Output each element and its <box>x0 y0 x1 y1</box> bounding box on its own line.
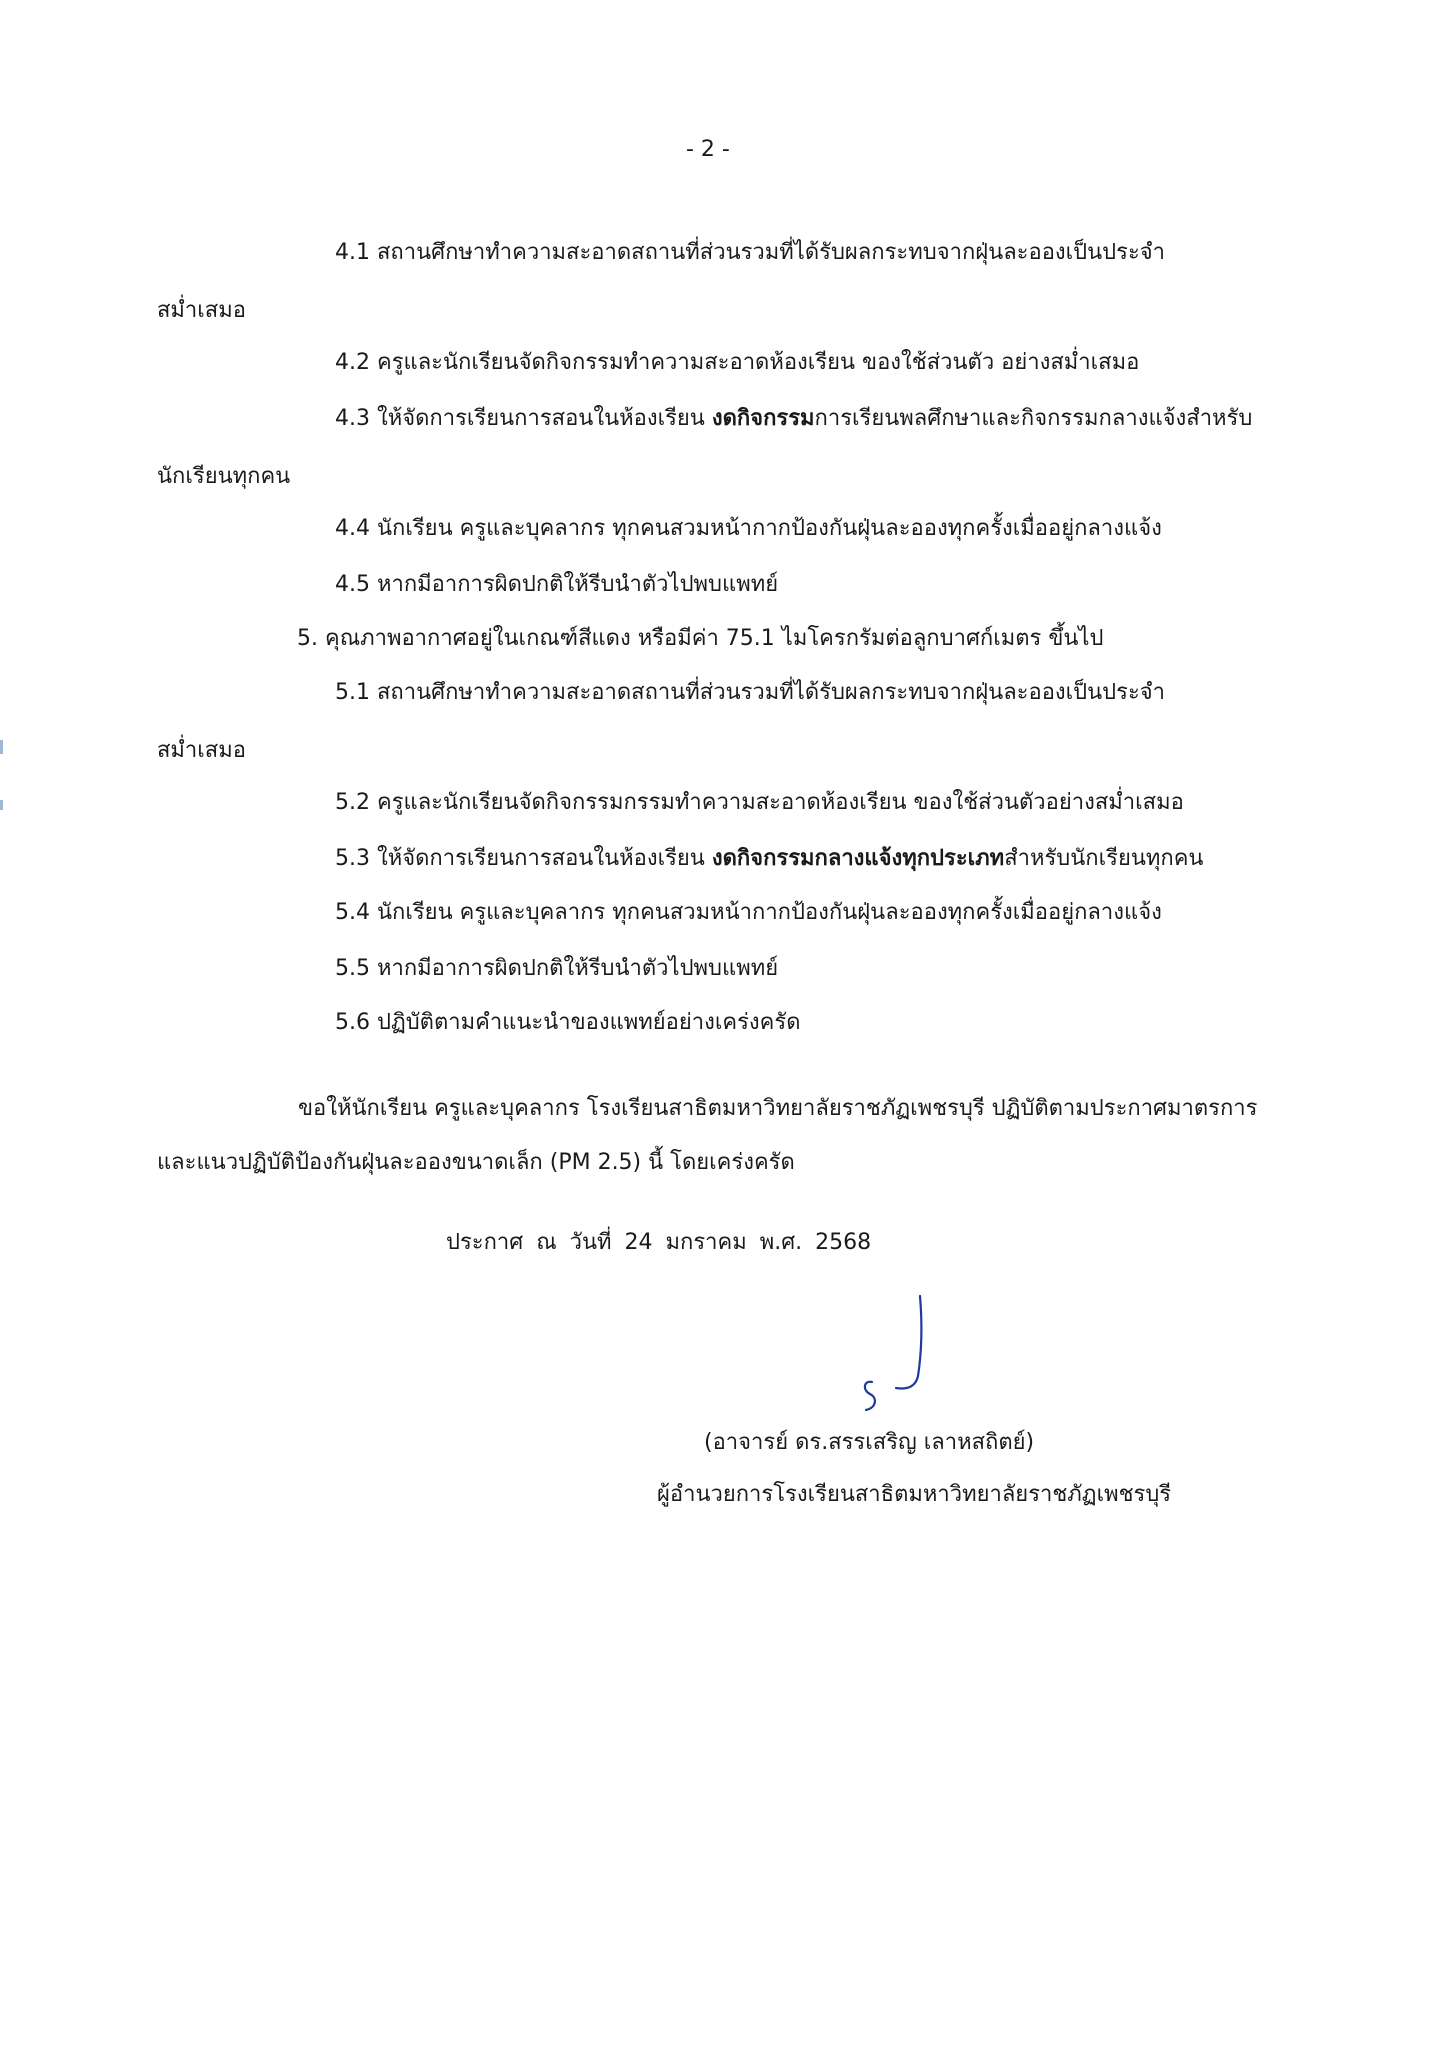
page-number: - 2 - <box>686 137 730 162</box>
item-5-3-text-c: สำหรับนักเรียนทุกคน <box>1004 846 1204 871</box>
item-5-4: 5.4 นักเรียน ครูและบุคลากร ทุกคนสวมหน้ากากป้องกันฝุ่นละอองทุกครั้งเมื่ออยู่กลางแจ้ง <box>335 900 1162 925</box>
item-4-3-bold: งดกิจกรรม <box>711 406 815 431</box>
signatory-name: (อาจารย์ ดร.สรรเสริญ เลาหสถิตย์) <box>704 1430 1035 1455</box>
item-5-3 <box>335 844 1203 874</box>
item-4-4: 4.4 นักเรียน ครูและบุคลากร ทุกคนสวมหน้ากากป้องกันฝุ่นละอองทุกครั้งเมื่ออยู่กลางแจ้ง <box>335 516 1162 541</box>
item-5-3-bold: งดกิจกรรมกลางแจ้งทุกประเภท <box>711 846 1005 871</box>
item-5-2: 5.2 ครูและนักเรียนจัดกิจกรรมกรรมทำความสะอาดห้องเรียน ของใช้ส่วนตัวอย่างสม่ำเสมอ <box>335 790 1184 815</box>
announcement-date: ประกาศ ณ วันที่ 24 มกราคม พ.ศ. 2568 <box>446 1230 872 1255</box>
item-4-5: 4.5 หากมีอาการผิดปกติให้รีบนำตัวไปพบแพทย์ <box>335 572 779 597</box>
item-4-3 <box>335 404 1252 434</box>
item-4-3-text-a: 4.3 ให้จัดการเรียนการสอนในห้องเรียน <box>335 406 712 431</box>
section-5-heading: 5. คุณภาพอากาศอยู่ในเกณฑ์สีแดง หรือมีค่า 75.1 ไมโครกรัมต่อลูกบาศก์เมตร ขึ้นไป <box>297 626 1104 651</box>
item-5-1: 5.1 สถานศึกษาทำความสะอาดสถานที่ส่วนรวมที่ได้รับผลกระทบจากฝุ่นละอองเป็นประจำ <box>335 680 1166 705</box>
scan-margin-mark <box>0 740 3 754</box>
signatory-position: ผู้อำนวยการโรงเรียนสาธิตมหาวิทยาลัยราชภัฏเพชรบุรี <box>657 1482 1172 1507</box>
closing-paragraph-line-2: และแนวปฏิบัติป้องกันฝุ่นละอองขนาดเล็ก (PM 2.5) นี้ โดยเคร่งครัด <box>157 1150 795 1175</box>
item-4-1-continuation: สม่ำเสมอ <box>157 298 246 323</box>
item-5-5: 5.5 หากมีอาการผิดปกติให้รีบนำตัวไปพบแพทย์ <box>335 956 779 981</box>
item-4-1: 4.1 สถานศึกษาทำความสะอาดสถานที่ส่วนรวมที่ได้รับผลกระทบจากฝุ่นละอองเป็นประจำ <box>335 240 1166 265</box>
item-5-3-text-a: 5.3 ให้จัดการเรียนการสอนในห้องเรียน <box>335 846 712 871</box>
scan-margin-mark <box>0 800 3 810</box>
item-5-1-continuation: สม่ำเสมอ <box>157 738 246 763</box>
closing-paragraph-line-1: ขอให้นักเรียน ครูและบุคลากร โรงเรียนสาธิตมหาวิทยาลัยราชภัฏเพชรบุรี ปฏิบัติตามประกาศมาตรการ <box>298 1096 1258 1121</box>
item-5-6: 5.6 ปฏิบัติตามคำแนะนำของแพทย์อย่างเคร่งครัด <box>335 1010 801 1035</box>
signature-image <box>850 1290 940 1420</box>
item-4-2: 4.2 ครูและนักเรียนจัดกิจกรรมทำความสะอาดห้องเรียน ของใช้ส่วนตัว อย่างสม่ำเสมอ <box>335 350 1140 375</box>
item-4-3-text-c: การเรียนพลศึกษาและกิจกรรมกลางแจ้งสำหรับ <box>814 406 1253 431</box>
item-4-3-continuation: นักเรียนทุกคน <box>157 464 291 489</box>
